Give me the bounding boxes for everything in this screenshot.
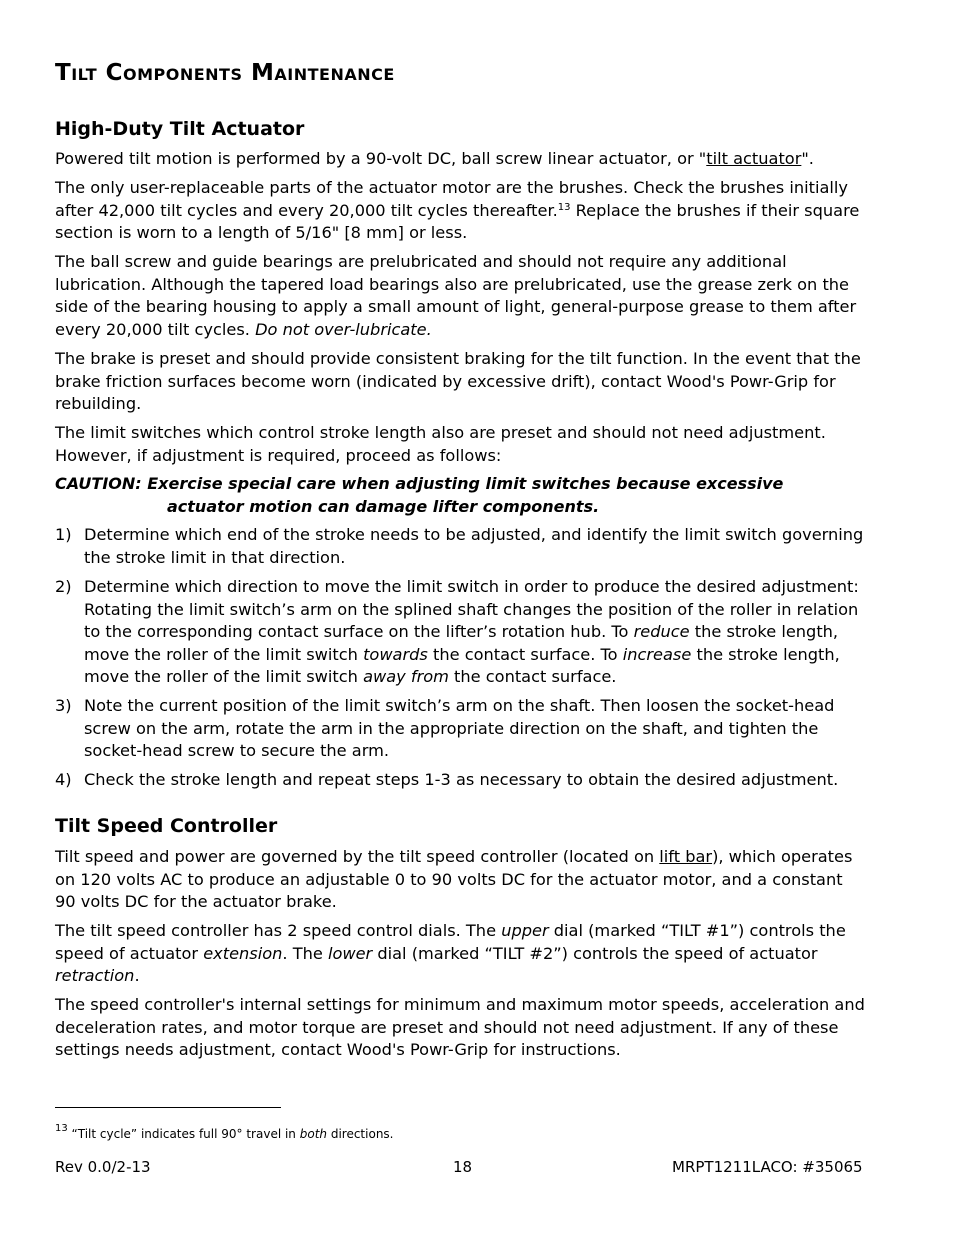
paragraph-limit-switches: The limit switches which control stroke length also are preset and should not need adjustment. However, if adjustment is required, proceed as follows:: [55, 423, 826, 465]
paragraph-brushes: The only user-replaceable parts of the actuator motor are the brushes. Check the brushes initially after 42,000 tilt cycles and every 20,000 tilt cycles thereafter.$^{13}$ Replace the brushes if their square section is worn to a length of 5/16" [8 mm] or less.: [55, 178, 860, 242]
caution-note: CAUTION: Exercise special care when adjusting limit switches because excessive actuator motion can damage lifter components.: [55, 474, 784, 516]
footer-document-id: MRPT1211LACO: #35065: [672, 1158, 863, 1176]
step-4: [55, 769, 867, 792]
footnote-divider: [55, 1107, 281, 1108]
lift-bar-link[interactable]: lift bar: [659, 847, 713, 866]
footer-page-number: 18: [453, 1158, 473, 1176]
step-number: 2): [55, 577, 72, 596]
step-3: [55, 695, 867, 763]
step-number: 1): [55, 525, 72, 544]
step-number: 4): [55, 770, 72, 789]
step-text: Determine which end of the stroke needs to be adjusted, and identify the limit switch governing the stroke limit in that direction.: [84, 525, 864, 567]
tilt-actuator-link[interactable]: tilt actuator: [706, 149, 802, 168]
paragraph-speed-controller-intro: Tilt speed and power are governed by the tilt speed controller (located on lift bar), which operates on 120 volts AC to produce an adjustable 0 to 90 volts DC for the actuator motor, and a constant 90 volts DC for the actuator brake.: [55, 847, 853, 911]
section-heading-tilt-actuator: High-Duty Tilt Actuator: [55, 118, 305, 140]
footnote: $^{13}$ “Tilt cycle” indicates full 90° travel in both directions.: [55, 1123, 394, 1141]
page-title: Tilt Components Maintenance: [55, 60, 395, 86]
step-1: [55, 524, 867, 569]
footnote-ref[interactable]: 13: [557, 201, 571, 213]
step-number: 3): [55, 696, 72, 715]
paragraph-speed-dials: The tilt speed controller has 2 speed control dials. The upper dial (marked “TILT #1”) controls the speed of actuator extension. The lower dial (marked “TILT #2”) controls the speed of actuator retraction.: [55, 921, 846, 985]
paragraph-actuator-intro: Powered tilt motion is performed by a 90-volt DC, ball screw linear actuator, or "tilt actuator".: [55, 149, 814, 168]
section-heading-speed-controller: Tilt Speed Controller: [55, 815, 278, 837]
step-text: Check the stroke length and repeat steps 1-3 as necessary to obtain the desired adjustment.: [84, 770, 839, 789]
paragraph-brake: The brake is preset and should provide consistent braking for the tilt function. In the event that the brake friction surfaces become worn (indicated by excessive drift), contact Wood's Powr-Grip for rebuilding.: [55, 349, 861, 413]
paragraph-lubrication: The ball screw and guide bearings are prelubricated and should not require any additional lubrication. Although the tapered load bearings also are prelubricated, use the grease zerk on the side of the bearing housing to apply a small amount of light, general-purpose grease to them after every 20,000 tilt cycles. Do not over-lubricate.: [55, 252, 857, 339]
step-2: [55, 576, 867, 689]
footer-revision: Rev 0.0/2-13: [55, 1158, 151, 1176]
step-text: Determine which direction to move the limit switch in order to produce the desired adjustment: Rotating the limit switch’s arm on the splined shaft changes the position of the roller in relation to the corresponding contact surface on the lifter’s rotation hub. To reduce the stroke length, move the roller of the limit switch towards the contact surface. To increase the stroke length, move the roller of the limit switch away from the contact surface.: [84, 577, 859, 686]
paragraph-internal-settings: The speed controller's internal settings for minimum and maximum motor speeds, acceleration and deceleration rates, and motor torque are preset and should not need adjustment. If any of these settings needs adjustment, contact Wood's Powr-Grip for instructions.: [55, 995, 865, 1059]
step-text: Note the current position of the limit switch’s arm on the shaft. Then loosen the socket-head screw on the arm, rotate the arm in the appropriate direction on the shaft, and tighten the socket-head screw to secure the arm.: [84, 696, 835, 760]
